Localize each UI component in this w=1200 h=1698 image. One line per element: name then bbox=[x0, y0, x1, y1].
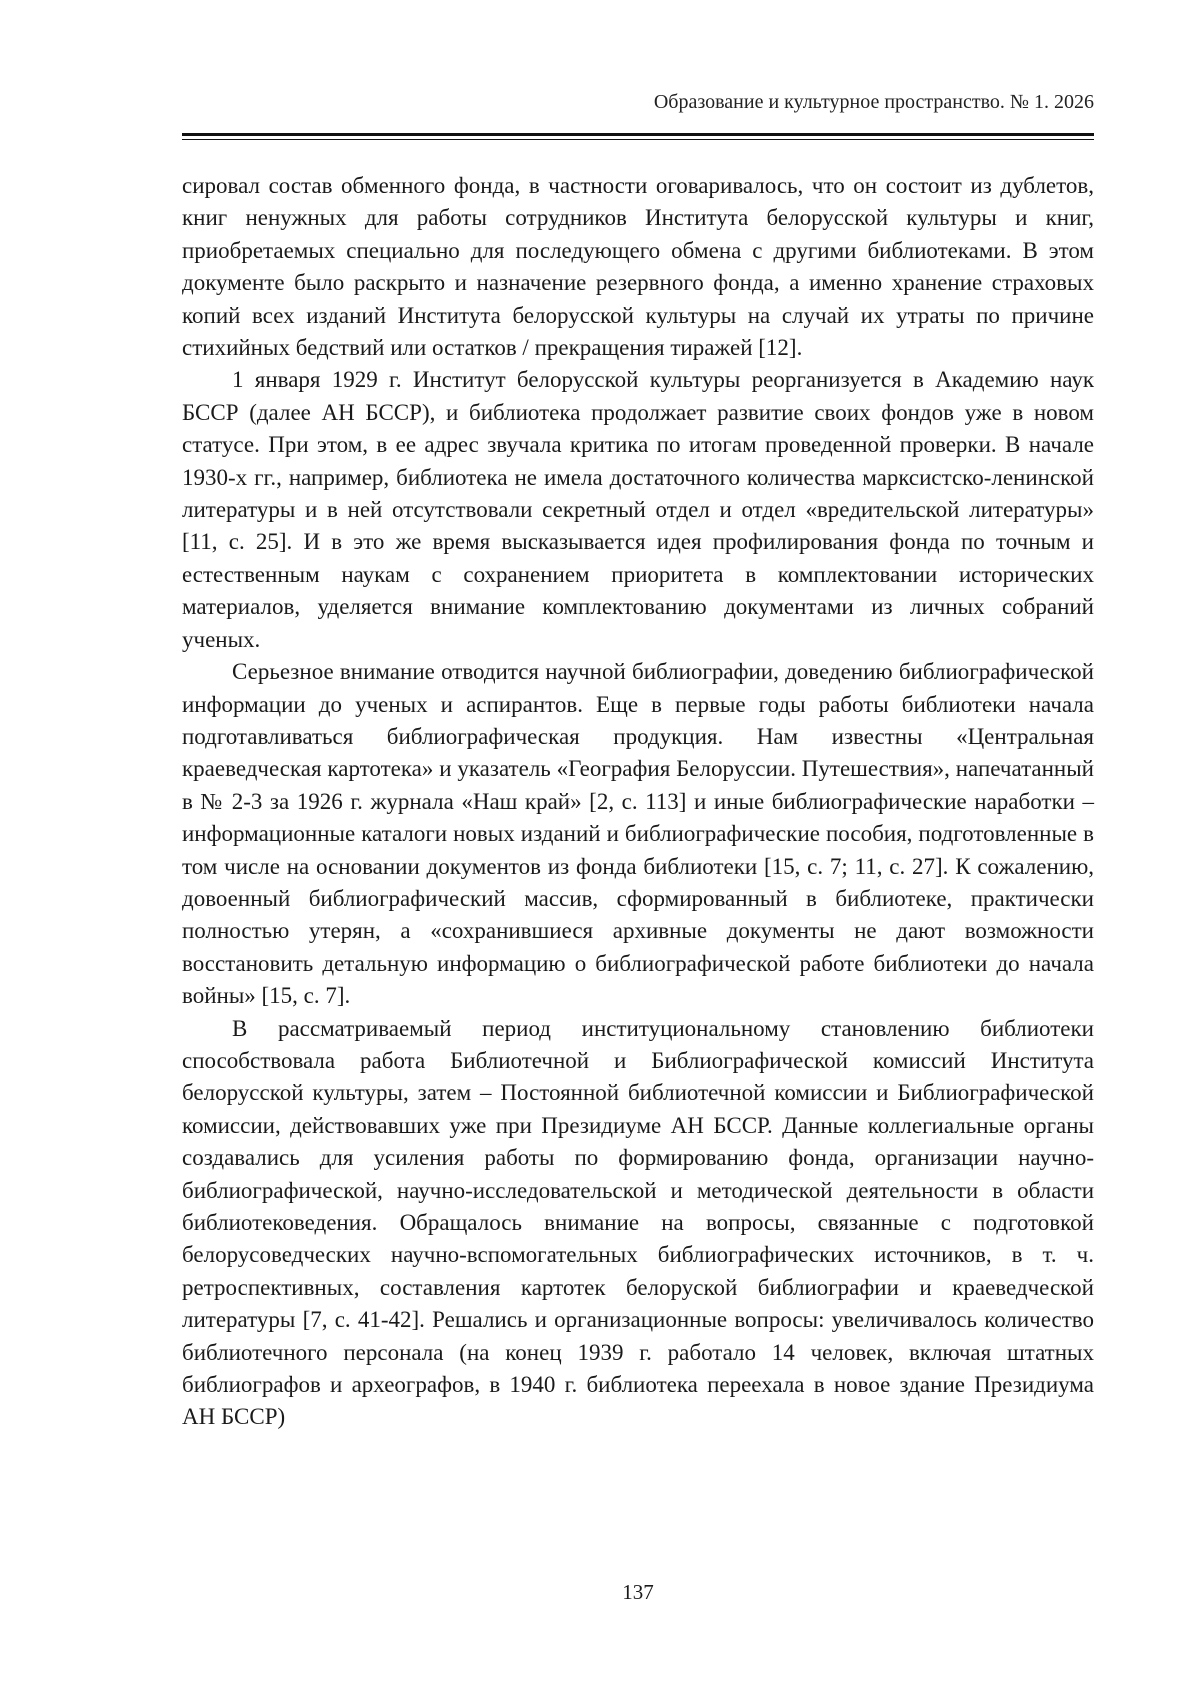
paragraph-2: 1 января 1929 г. Институт белорусской культуры реорганизуется в Академию наук БССР (далее АН БССР), и библиотека продолжает развитие своих фондов уже в новом статусе. При этом, в ее адрес звучала критика по итогам проведенной проверки. В начале 1930-х гг., например, библиотека не имела достаточного количества марксистско-ленинской литературы и в ней отсутствовали секретный отдел и отдел «вредительской литературы» [11, с. 25]. И в это же время высказывается идея профилирования фонда по точным и естественным наукам с сохранением приоритета в комплектовании исторических материалов, уделяется внимание комплектованию документами из личных собраний ученых. bbox=[182, 367, 1094, 652]
header-rule-thin bbox=[182, 139, 1094, 140]
page-number: 137 bbox=[622, 1580, 654, 1604]
header-rule-thick bbox=[182, 133, 1094, 136]
paragraph-4: В рассматриваемый период институциональному становлению библиотеки способствовала работа Библиотечной и Библиографической комиссий Института белорусской культуры, затем – Постоянной библиотечной комиссии и Библиографической комиссии, действовавших уже при Президиуме АН БССР. Данные коллегиальные органы создавались для усиления работы по формированию фонда, организации научно-библиографической, научно-исследовательской и методической деятельности в области библиотековедения. Обращалось внимание на вопросы, связанные с подготовкой белорусоведческих научно-вспомогательных библиографических источников, в т. ч. ретроспективных, составления картотек белоруской библиографии и краеведческой литературы [7, с. 41-42]. Решались и организационные вопросы: увеличивалось количество библиотечного персонала (на конец 1939 г. работало 14 человек, включая штатных библиографов и археографов, в 1940 г. библиотека переехала в новое здание Президиума АН БССР) bbox=[182, 1015, 1094, 1430]
running-header: Образование и культурное пространство. № 1. 2026 bbox=[653, 91, 1094, 113]
article-body bbox=[182, 170, 1094, 1434]
paragraph-1: сировал состав обменного фонда, в частности оговаривалось, что он состоит из дублетов, книг ненужных для работы сотрудников Института белорусской культуры и книг, приобретаемых специально для последующего обмена с другими библиотеками. В этом документе было раскрыто и назначение резервного фонда, а именно хранение страховых копий всех изданий Института белорусской культуры на случай их утраты по причине стихийных бедствий или остатков / прекращения тиражей [12]. bbox=[182, 173, 1094, 361]
paragraph-3: Серьезное внимание отводится научной библиографии, доведению библиографической информации до ученых и аспирантов. Еще в первые годы работы библиотеки начала подготавливаться библиографическая продукция. Нам известны «Центральная краеведческая картотека» и указатель «География Белоруссии. Путешествия», напечатанный в № 2-3 за 1926 г. журнала «Наш край» [2, с. 113] и иные библиографические наработки – информационные каталоги новых изданий и библиографические пособия, подготовленные в том числе на основании документов из фонда библиотеки [15, с. 7; 11, с. 27]. К сожалению, довоенный библиографический массив, сформированный в библиотеке, практически полностью утерян, а «сохранившиеся архивные документы не дают возможности восстановить детальную информацию о библиографической работе библиотеки до начала войны» [15, с. 7]. bbox=[182, 659, 1094, 1009]
